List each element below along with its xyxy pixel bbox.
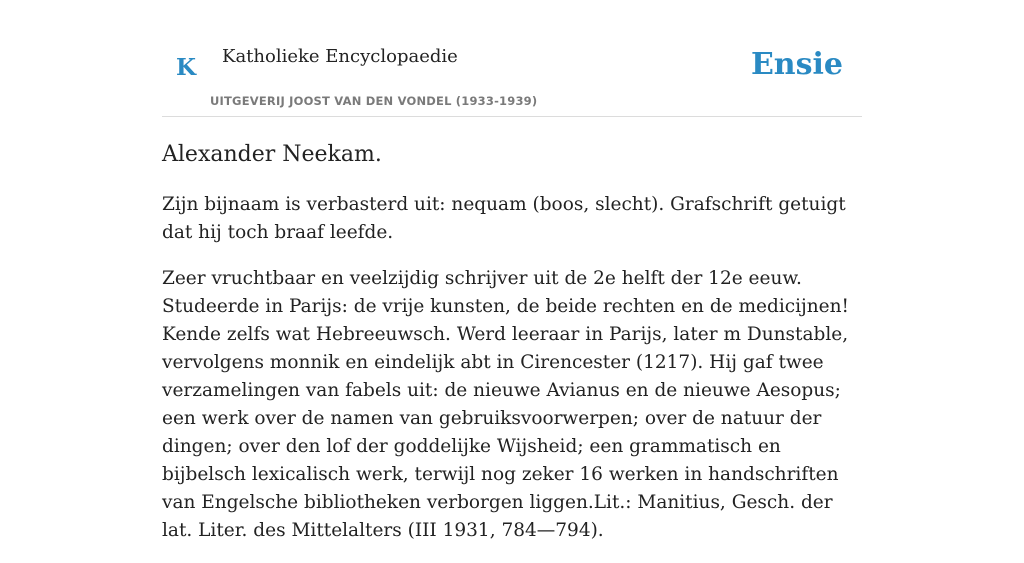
site-title[interactable]: Katholieke Encyclopaedie	[222, 46, 458, 67]
logo-link[interactable]: K	[176, 54, 196, 81]
article-paragraph: Zeer vruchtbaar en veelzijdig schrijver uit de 2e helft der 12e eeuw. Studeerde in Parijs: de vrije kunsten, de beide rechten en de medicijnen! Kende zelfs wat Hebreeuwsch. Werd leeraar in Parijs, later m Dunstable, vervolgens monnik en eindelijk abt in Cirencester (1217). Hij gaf twee verzamelingen van fabels uit: de nieuwe Avianus en de nieuwe Aesopus; een werk over de namen van gebruiksvoorwerpen; over de natuur der dingen; over den lof der goddelijke Wijsheid; een grammatisch en bijbelsch lexicalisch werk, terwijl nog zeker 16 werken in handschriften van Engelsche bibliotheken verborgen liggen.Lit.: Manitius, Gesch. der lat. Liter. des Mittelalters (III 1931, 784—794).	[162, 268, 849, 541]
article-title: Alexander Neekam.	[162, 142, 382, 167]
article-paragraph: Zijn bijnaam is verbasterd uit: nequam (boos, slecht). Grafschrift getuigt dat hij toch braaf leefde.	[162, 194, 846, 243]
site-header	[162, 0, 862, 117]
brand-logo-link[interactable]: Ensie	[750, 47, 843, 82]
publisher-subtitle: UITGEVERIJ JOOST VAN DEN VONDEL (1933-1939)	[210, 94, 538, 108]
article	[162, 139, 862, 563]
